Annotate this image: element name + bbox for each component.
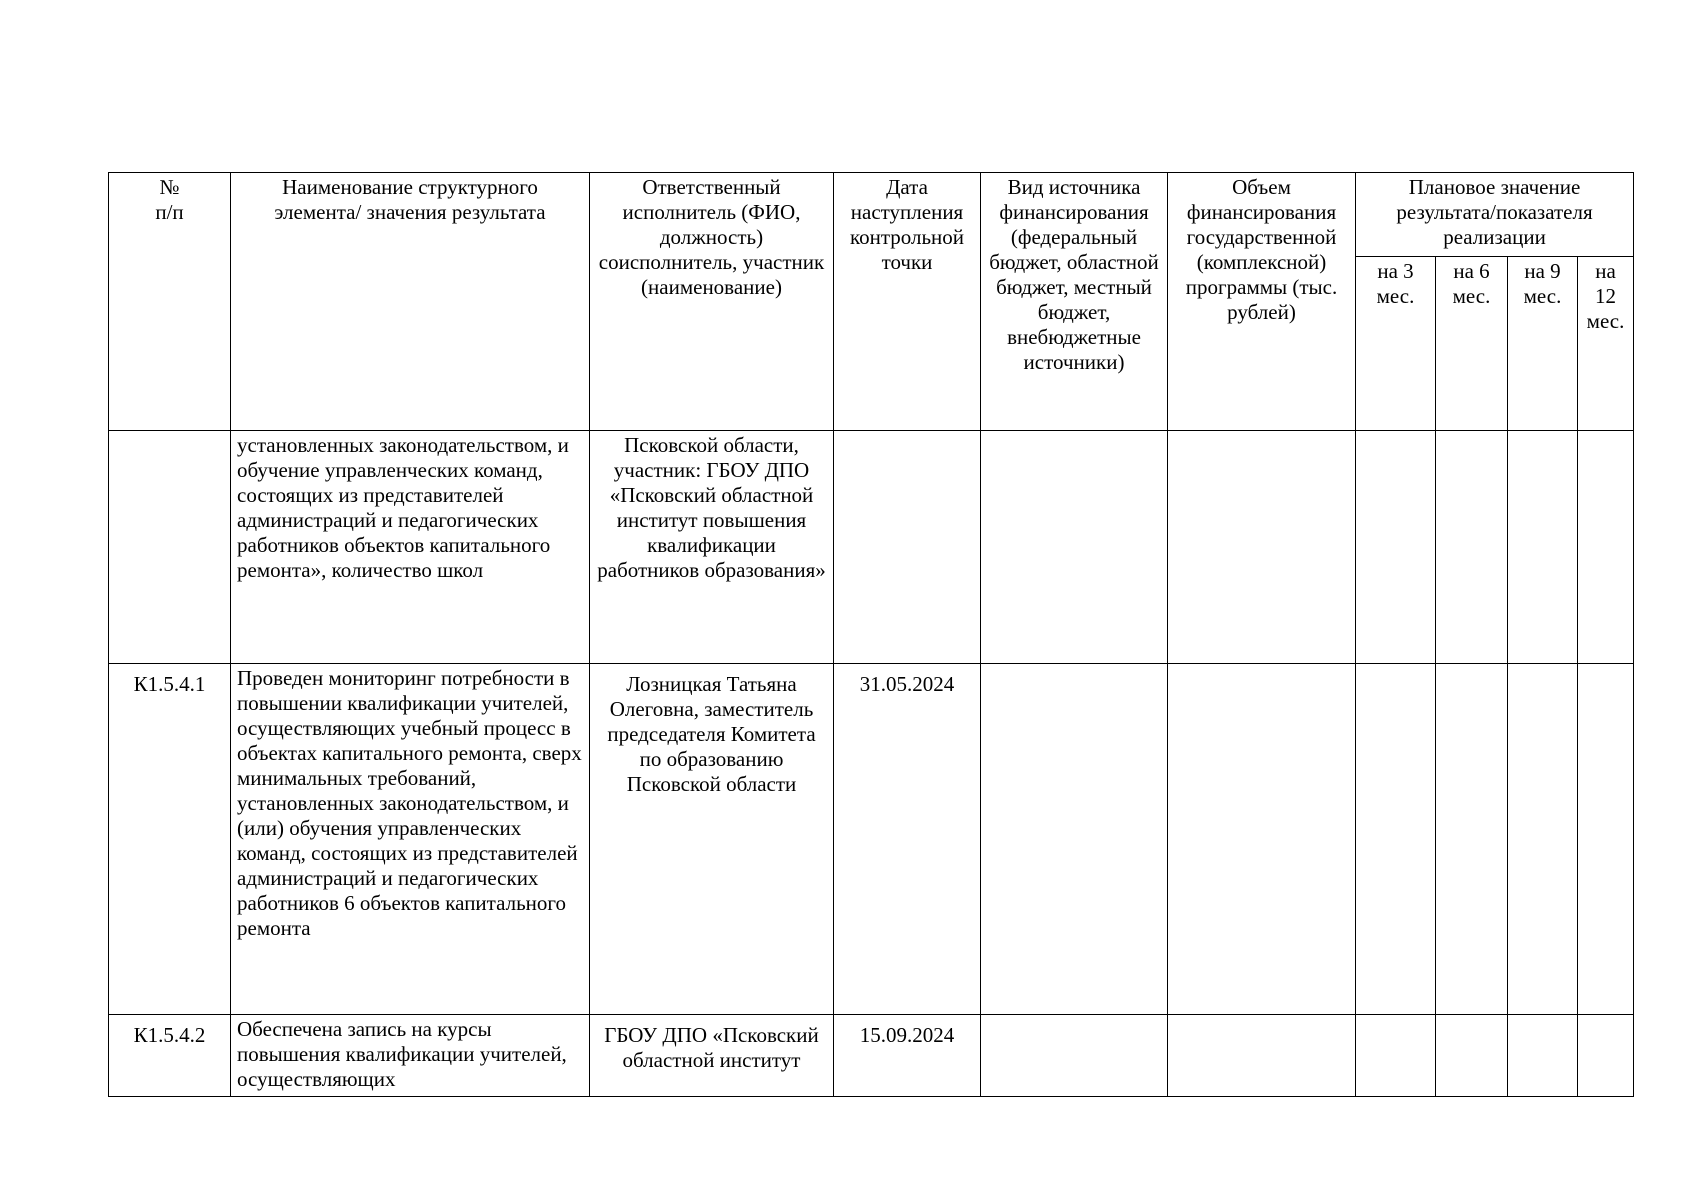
table-row (109, 431, 1634, 664)
row-period-12 (1578, 431, 1634, 664)
row-period-3 (1356, 664, 1436, 1015)
row-period-6 (1436, 1015, 1508, 1097)
row-period-9 (1508, 664, 1578, 1015)
plan-table (108, 172, 1634, 1097)
row-funding-source (981, 431, 1168, 664)
header-period-12: на 12 мес. (1578, 257, 1634, 431)
row-control-date: 15.09.2024 (834, 1015, 981, 1097)
row-element-name: Обеспечена запись на курсы повышения квалификации учителей, осуществляющих (231, 1015, 590, 1097)
row-period-12 (1578, 1015, 1634, 1097)
header-executor: Ответственный исполнитель (ФИО, должность) соисполнитель, участник (наименование) (590, 173, 834, 431)
row-period-9 (1508, 1015, 1578, 1097)
row-period-9 (1508, 431, 1578, 664)
row-funding-volume (1168, 431, 1356, 664)
row-control-date (834, 431, 981, 664)
row-element-name: установленных законодательством, и обучение управленческих команд, состоящих из представителей администраций и педагогических работников объектов капитального ремонта», количество школ (231, 431, 590, 664)
row-funding-source (981, 1015, 1168, 1097)
header-period-9: на 9 мес. (1508, 257, 1578, 431)
row-period-12 (1578, 664, 1634, 1015)
row-number (109, 431, 231, 664)
header-period-3: на 3 мес. (1356, 257, 1436, 431)
header-planned-value: Плановое значение результата/показателя реализации (1356, 173, 1634, 257)
row-period-3 (1356, 1015, 1436, 1097)
row-funding-volume (1168, 664, 1356, 1015)
row-funding-source (981, 664, 1168, 1015)
row-executor: ГБОУ ДПО «Псковский областной институт (590, 1015, 834, 1097)
row-element-name: Проведен мониторинг потребности в повышении квалификации учителей, осуществляющих учебный процесс в объектах капитального ремонта, сверх минимальных требований, установленных законодательством, и (или) обучения управленческих команд, состоящих из представителей администраций и педагогических работников 6 объектов капитального ремонта (231, 664, 590, 1015)
header-funding-volume: Объем финансирования государственной (комплексной) программы (тыс. рублей) (1168, 173, 1356, 431)
row-funding-volume (1168, 1015, 1356, 1097)
header-control-date: Дата наступления контрольной точки (834, 173, 981, 431)
header-funding-source: Вид источника финансирования (федеральный бюджет, областной бюджет, местный бюджет, внебюджетные источники) (981, 173, 1168, 431)
row-period-6 (1436, 431, 1508, 664)
table-row (109, 1015, 1634, 1097)
table-row (109, 664, 1634, 1015)
row-period-3 (1356, 431, 1436, 664)
row-number: К1.5.4.2 (109, 1015, 231, 1097)
row-number: К1.5.4.1 (109, 664, 231, 1015)
header-row (109, 173, 1634, 257)
header-element-name: Наименование структурного элемента/ значения результата (231, 173, 590, 431)
header-period-6: на 6 мес. (1436, 257, 1508, 431)
row-period-6 (1436, 664, 1508, 1015)
row-executor: Псковской области, участник: ГБОУ ДПО «Псковский областной институт повышения квалификации работников образования» (590, 431, 834, 664)
row-executor: Лозницкая Татьяна Олеговна, заместитель председателя Комитета по образованию Псковской области (590, 664, 834, 1015)
header-number: № п/п (109, 173, 231, 431)
row-control-date: 31.05.2024 (834, 664, 981, 1015)
